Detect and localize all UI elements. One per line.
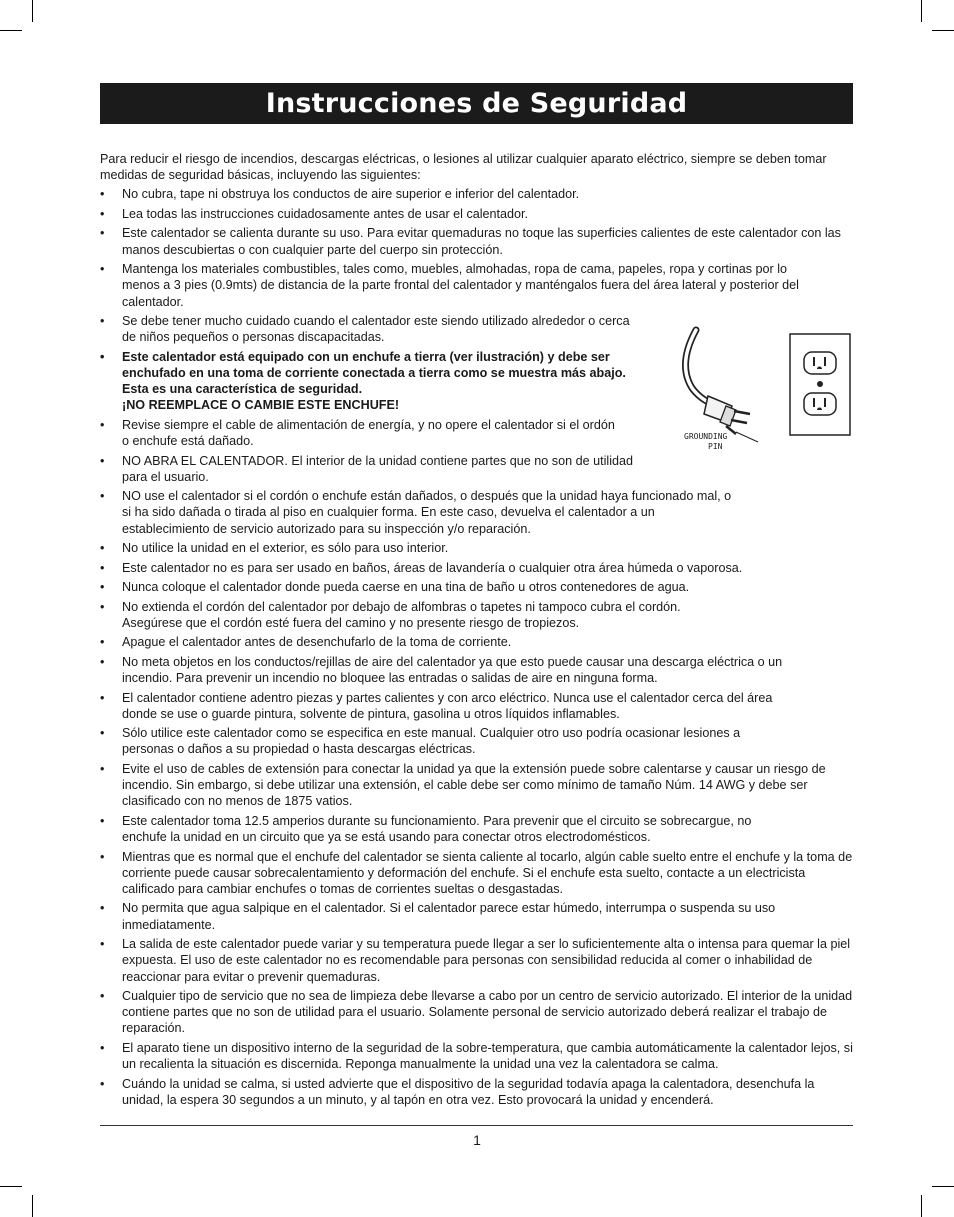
bullet: • xyxy=(100,937,105,952)
list-item: • No permita que agua salpique en el calentador. Si el calentador parece estar húmedo, interrumpa o suspenda su uso inmediatamente. xyxy=(100,901,776,932)
bullet: • xyxy=(100,1076,105,1091)
list-item: • Evite el uso de cables de extensión para conectar la unidad ya que la extensión puede sobre calentarse y causar un riesgo de incendio. Sin embargo, si debe utilizar una extensión, el cable debe ser como mínimo de tamaño Núm. 14 AWG y debe ser clasificado con no menos de 1875 vatios. xyxy=(100,761,826,809)
list-item: • Lea todas las instrucciones cuidadosamente antes de usar el calentador. xyxy=(100,206,529,221)
bullet: • xyxy=(100,417,105,432)
list-item: • Cualquier tipo de servicio que no sea de limpieza debe llevarse a cabo por un centro de servicio autorizado. El interior de la unidad contiene partes que no son de utilidad para el usuario. Solamente personal de servicio autorizado deberá realizar el trabajo de reparación. xyxy=(100,989,853,1036)
list-item: • No cubra, tape ni obstruya los conductos de aire superior e inferior del calentador. xyxy=(100,187,580,202)
bullet: • xyxy=(100,1040,105,1055)
footer-divider xyxy=(100,1125,853,1126)
list-item: • La salida de este calentador puede variar y su temperatura puede llegar a ser lo suficientemente alta o intensa para quemar la piel expuesta. El uso de este calentador no es recomendable para personas con sensibilidad reducida al comer o inhabilidad de reaccionar para evitar o prevenir quemaduras. xyxy=(100,937,851,984)
bullet: • xyxy=(100,489,105,504)
list-item: • Este calentador toma 12.5 amperios durante su funcionamiento. Para prevenir que el circuito se sobrecargue, no enchufe la unidad en un circuito que ya se está usando para conectar otros electrodomésticos. xyxy=(100,813,752,845)
title-banner xyxy=(100,83,853,124)
crop-mark xyxy=(921,0,922,22)
list-item: • Mientras que es normal que el enchufe del calentador se sienta caliente al tocarlo, algún cable suelto entre el enchufe y la toma de corriente puede causar sobrecalentamiento y deformación del enchufe. Si el enchufe esta suelto, contacte a un electricista calificado para cambiar enchufes o tomas de corrientes sueltas o desgastadas. xyxy=(100,849,853,896)
bullet: • xyxy=(100,262,105,277)
grounding-label: GROUNDING xyxy=(684,432,728,441)
page-number: 1 xyxy=(473,1132,481,1148)
bullet: • xyxy=(100,813,105,828)
bullet: • xyxy=(100,901,105,916)
crop-mark xyxy=(932,1186,954,1187)
plug-icon xyxy=(704,396,750,434)
pin-label: PIN xyxy=(708,442,723,451)
crop-mark xyxy=(0,1186,22,1187)
list-item: • El calentador contiene adentro piezas y partes calientes y con arco eléctrico. Nunca use el calentador cerca del área donde se use o guarde pintura, solvente de pintura, gasolina u otros líquidos inflamables. xyxy=(100,690,773,721)
wall-outlet-icon xyxy=(790,334,850,435)
safety-instructions xyxy=(100,151,853,1111)
list-item: • Este calentador no es para ser usado en baños, áreas de lavandería o cualquier otra área húmeda o vaporosa. xyxy=(100,560,743,575)
list-item: • NO use el calentador si el cordón o enchufe están dañados, o después que la unidad haya funcionado mal, o si ha sido dañada o tirada al piso en cualquier forma. En este caso, devuelva el calentador a un establecimiento de servicio autorizado para su inspección y/o reparación. xyxy=(100,489,732,536)
crop-mark xyxy=(32,0,33,22)
grounded-plug-illustration xyxy=(674,322,854,452)
intro-paragraph: Para reducir el riesgo de incendios, descargas eléctricas, o lesiones al utilizar cualquier aparato eléctrico, siempre se deben tomar medidas de seguridad básicas, incluyendo las siguientes: xyxy=(100,152,827,183)
list-item: • Este calentador se calienta durante su uso. Para evitar quemaduras no toque las superficies calientes de este calentador con las manos descubiertas o con cualquier parte del cuerpo sin protección. xyxy=(100,226,841,257)
bullet: • xyxy=(100,690,105,705)
bullet: • xyxy=(100,560,105,575)
bullet: • xyxy=(100,187,105,202)
bullet: • xyxy=(100,541,105,556)
crop-mark xyxy=(921,1195,922,1217)
list-item-grounding-warning: • Este calentador está equipado con un enchufe a tierra (ver ilustración) y debe ser enchufado en una toma de corriente conectada a tierra como se muestra más abajo. Esta es una característica de seguridad. ¡NO REEMPLACE O CAMBIE ESTE ENCHUFE! xyxy=(100,349,626,413)
bullet: • xyxy=(100,726,105,741)
crop-mark xyxy=(32,1195,33,1217)
list-item: • NO ABRA EL CALENTADOR. El interior de la unidad contiene partes que no son de utilidad para el usuario. xyxy=(100,453,634,484)
list-item: • Cuándo la unidad se calma, si usted advierte que el dispositivo de la seguridad todavía apaga la calentadora, desenchufa la unidad, la espera 30 segundos a un minuto, y al tapón en otra vez. Esto provocará la unidad y encenderá. xyxy=(100,1076,815,1107)
list-item: • Se debe tener mucho cuidado cuando el calentador este siendo utilizado alrededor o cerca de niños pequeños o personas discapacitadas. xyxy=(100,314,630,345)
list-item: • Revise siempre el cable de alimentación de energía, y no opere el calentador si el ordón o enchufe está dañado. xyxy=(100,417,615,449)
bullet: • xyxy=(100,761,105,776)
list-item: • El aparato tiene un dispositivo interno de la seguridad de la sobre-temperatura, que cambia automáticamente la calentador lejos, si un recalienta la situación es discernida. Reponga manualmente la unidad una vez la calentadora se calma. xyxy=(100,1040,853,1072)
bullet: • xyxy=(100,453,105,468)
bullet: • xyxy=(100,654,105,669)
bullet: • xyxy=(100,314,105,329)
list-item: • No utilice la unidad en el exterior, es sólo para uso interior. xyxy=(100,541,449,556)
bullet: • xyxy=(100,349,105,364)
list-item: • Mantenga los materiales combustibles, tales como, muebles, almohadas, ropa de cama, papeles, ropa y cortinas por lo menos a 3 pies (0.9mts) de distancia de la parte frontal del calentador y manténgalos fuera del área lateral y posterior del calentador. xyxy=(100,262,799,309)
bullet: • xyxy=(100,989,105,1004)
list-item: • Nunca coloque el calentador donde pueda caerse en una tina de baño u otros contenedores de agua. xyxy=(100,580,690,595)
list-item: • Apague el calentador antes de desenchufarlo de la toma de corriente. xyxy=(100,635,512,650)
bullet: • xyxy=(100,580,105,595)
bullet: • xyxy=(100,599,105,614)
list-item: • No meta objetos en los conductos/rejillas de aire del calentador ya que esto puede causar una descarga eléctrica o un incendio. Para prevenir un incendio no bloquee las entradas o salidas de aire en ninguna forma. xyxy=(100,654,783,686)
crop-mark xyxy=(0,30,22,31)
bullet: • xyxy=(100,635,105,650)
list-item: • No extienda el cordón del calentador por debajo de alfombras o tapetes ni tampoco cubra el cordón. Asegúrese que el cordón esté fuera del camino y no presente riesgo de tropiezos. xyxy=(100,599,681,630)
bullet: • xyxy=(100,226,105,241)
crop-mark xyxy=(932,30,954,31)
page-title: Instrucciones de Seguridad xyxy=(265,88,688,119)
list-item: • Sólo utilice este calentador como se especifica en este manual. Cualquier otro uso podría ocasionar lesiones a personas o daños a su propiedad o hasta descargas eléctricas. xyxy=(100,726,741,757)
warning-text: ¡NO REEMPLACE O CAMBIE ESTE ENCHUFE! xyxy=(122,398,400,413)
bullet: • xyxy=(100,849,105,864)
bullet: • xyxy=(100,206,105,221)
